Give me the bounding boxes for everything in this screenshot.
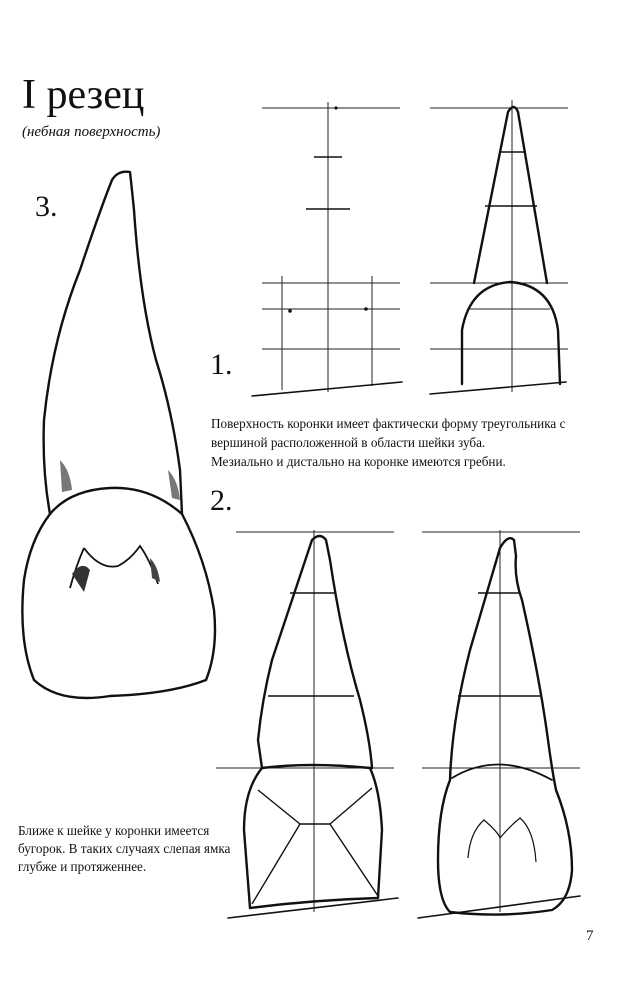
page-subtitle: (небная поверхность) [22,124,161,140]
tubercle-note: Ближе к шейке у коронки имеется бугорок. В таких случаях слепая ямка глубже и протяженнее. [18,823,231,874]
page-number: 7 [586,928,594,944]
step-1-label: 1. [210,348,233,381]
incisor-geometry-step2 [216,530,398,918]
incisor-outline-step1 [430,100,568,394]
incisor-outline-step2 [418,530,580,918]
page-title: I резец [22,72,145,118]
incisor-final-drawing [22,172,215,698]
step-3-label: 3. [35,190,58,223]
description-line-1: Поверхность коронки имеет фактически форму треугольника с вершиной расположенной в области шейки зуба. [211,416,566,450]
construction-grid [252,102,402,396]
description-line-2: Мезиально и дистально на коронке имеются гребни. [211,454,506,469]
step-2-label: 2. [210,484,233,517]
